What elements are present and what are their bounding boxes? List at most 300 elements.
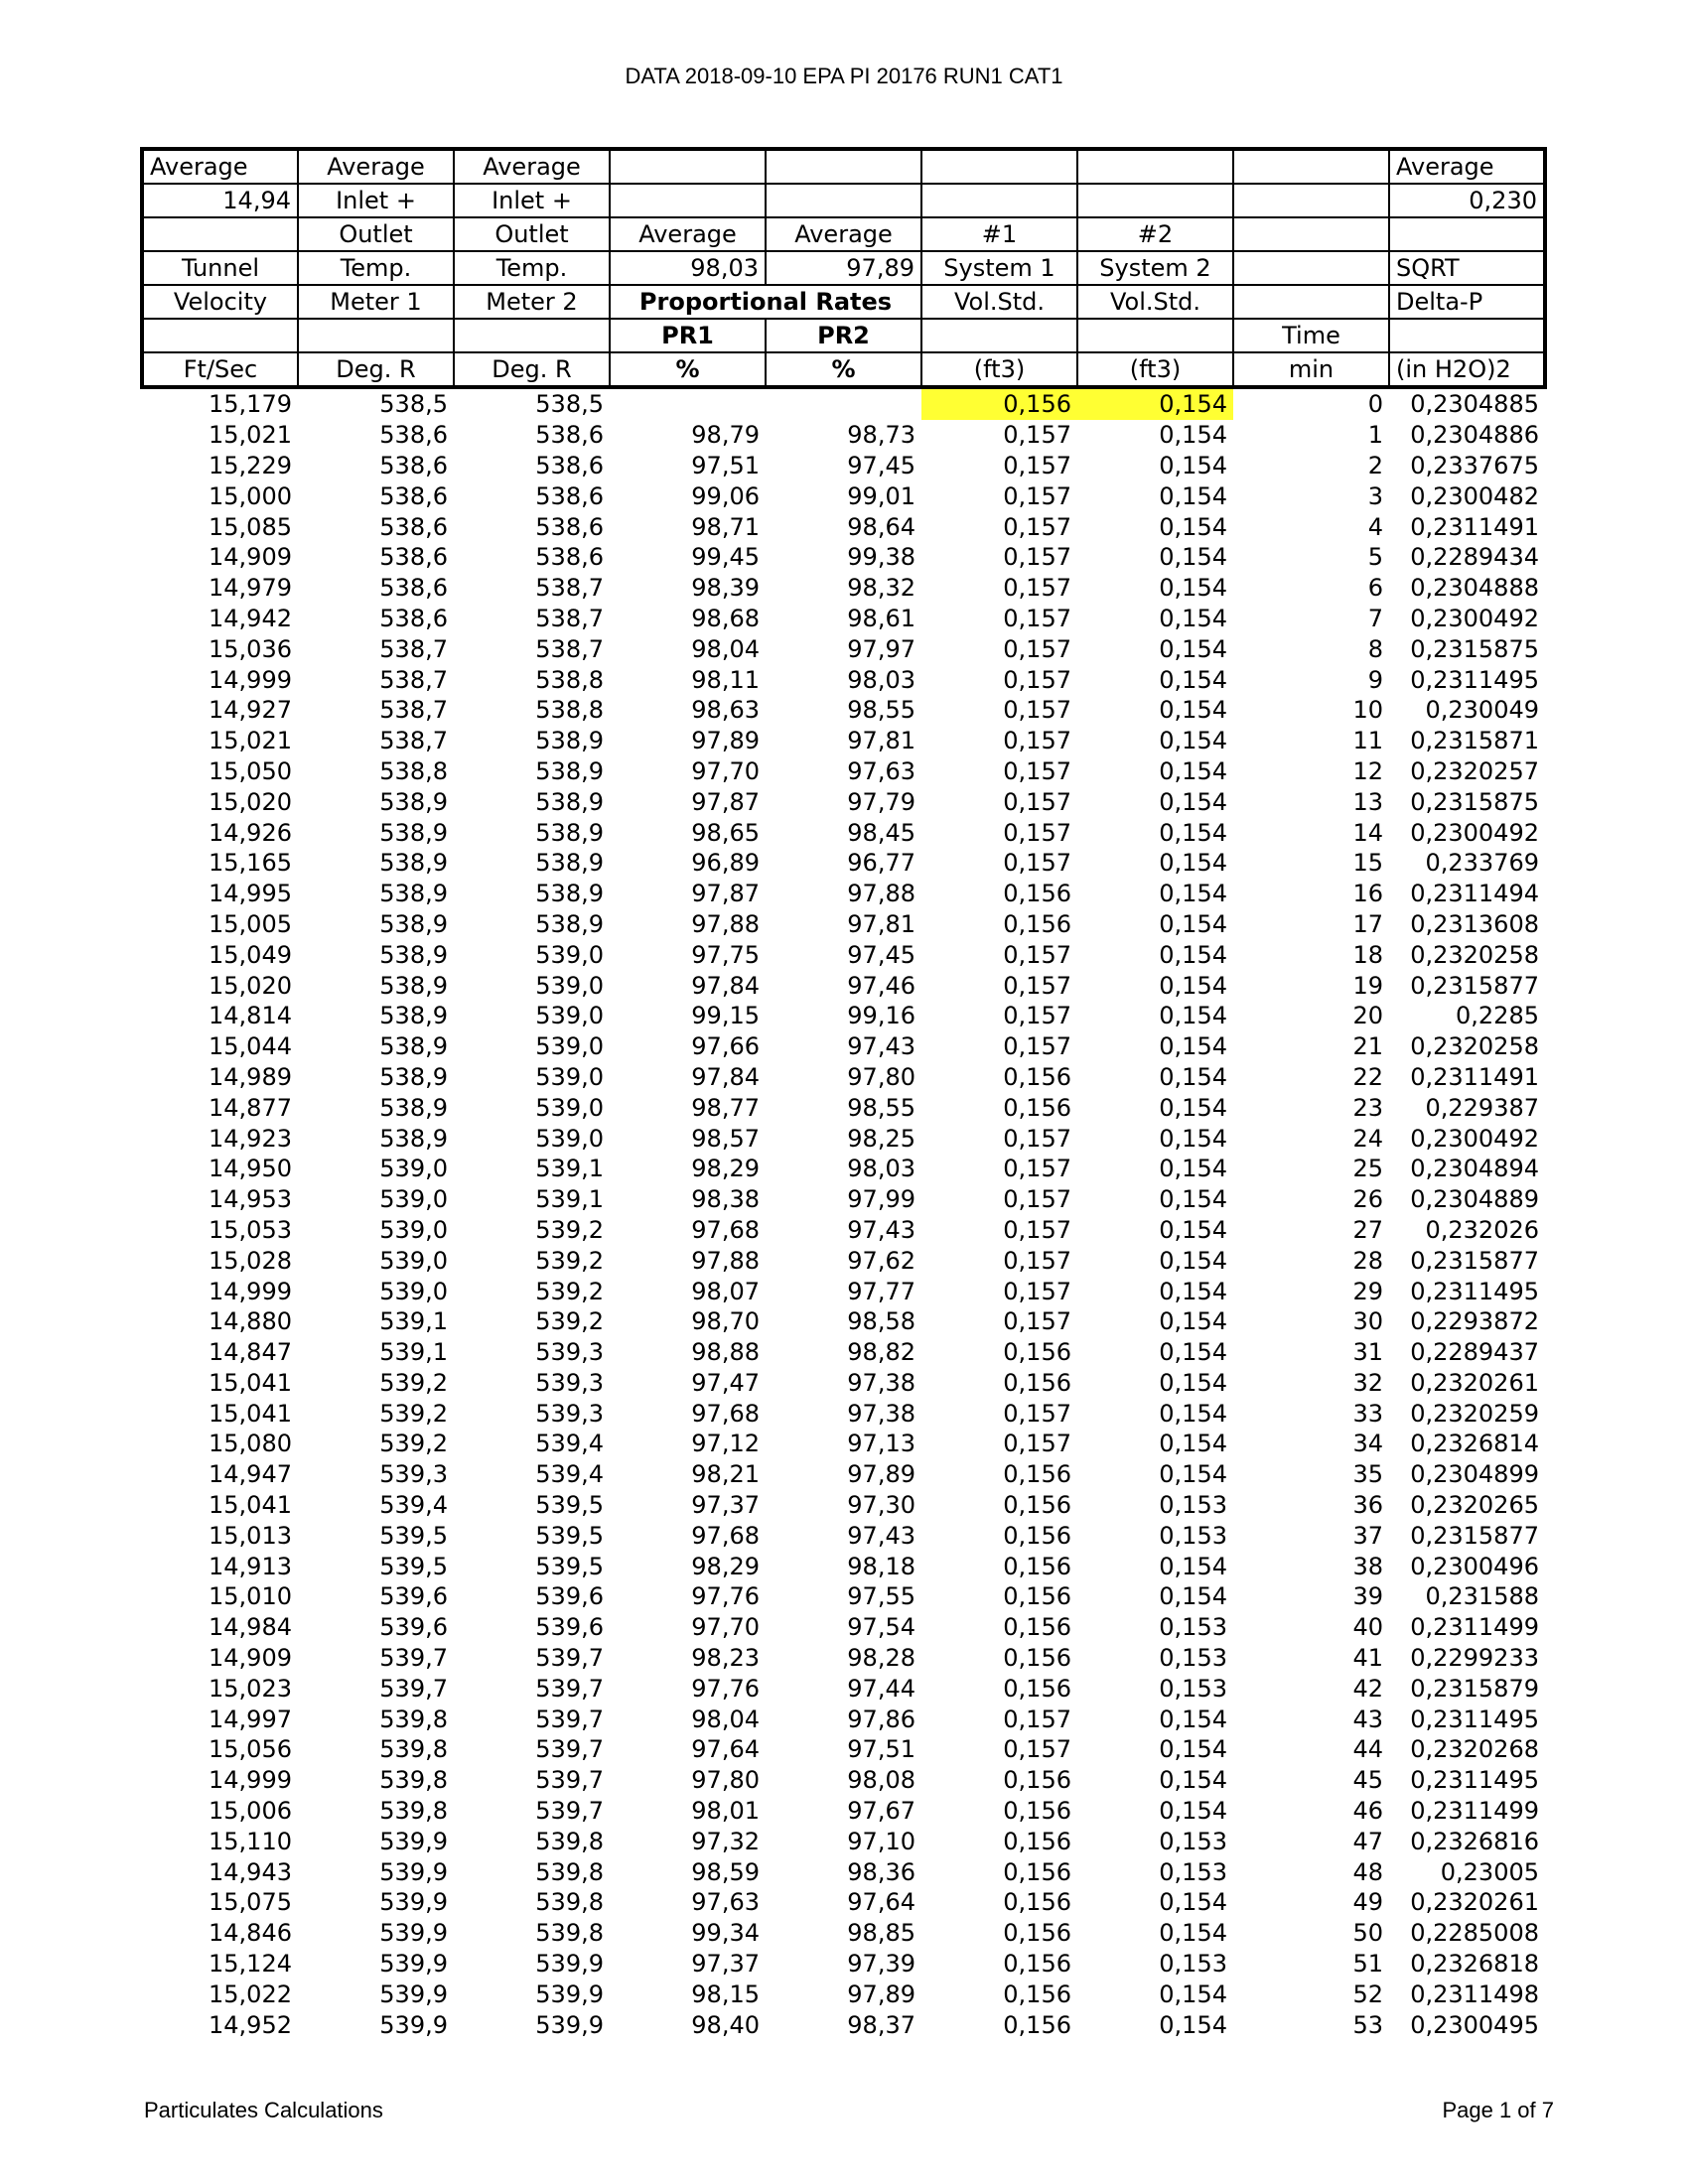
table-cell: 0,2313608 xyxy=(1410,909,1539,938)
table-cell: 539,5 xyxy=(535,1521,604,1550)
table-cell: 538,9 xyxy=(379,1062,448,1091)
table-cell: 538,8 xyxy=(535,665,604,694)
table-row xyxy=(142,1123,1545,1154)
table-cell: 538,9 xyxy=(379,909,448,938)
header-cell: System 2 xyxy=(1077,251,1233,285)
table-cell: 34 xyxy=(1352,1430,1383,1458)
header-row xyxy=(142,319,1545,352)
table-cell: 98,21 xyxy=(691,1460,760,1489)
table-row xyxy=(142,1704,1545,1734)
table-cell: 539,9 xyxy=(379,1888,448,1917)
table-cell: 0,2300492 xyxy=(1410,604,1539,632)
table-cell: 0,154 xyxy=(1159,421,1227,450)
table-cell: 0,2326818 xyxy=(1410,1950,1539,1979)
table-cell: 42 xyxy=(1352,1674,1383,1703)
table-row xyxy=(142,542,1545,573)
table-cell: 0,230049 xyxy=(1425,696,1539,725)
header-cell: Average xyxy=(1389,149,1545,184)
table-cell: 14,952 xyxy=(209,2010,292,2039)
table-cell: 0,153 xyxy=(1159,1491,1227,1520)
table-row xyxy=(142,1031,1545,1062)
table-row xyxy=(142,451,1545,481)
table-row xyxy=(142,664,1545,695)
header-cell: Inlet + xyxy=(454,184,610,217)
table-cell: 0,156 xyxy=(1003,1093,1071,1122)
table-cell: 0,2300492 xyxy=(1410,1124,1539,1153)
table-cell: 538,9 xyxy=(535,880,604,908)
header-cell: % xyxy=(610,352,766,387)
table-cell: 98,39 xyxy=(691,574,760,603)
header-cell: Delta-P xyxy=(1389,285,1545,319)
table-cell: 0,154 xyxy=(1159,1399,1227,1428)
table-cell: 0,157 xyxy=(1003,849,1071,878)
table-cell: 0,157 xyxy=(1003,634,1071,663)
table-cell: 15,020 xyxy=(209,971,292,1000)
table-cell: 22 xyxy=(1352,1062,1383,1091)
table-cell: 0,157 xyxy=(1003,818,1071,847)
table-row xyxy=(142,1337,1545,1368)
table-row xyxy=(142,604,1545,634)
table-cell: 0,154 xyxy=(1159,1307,1227,1336)
table-cell: 0,154 xyxy=(1159,1705,1227,1733)
table-cell: 539,0 xyxy=(535,1124,604,1153)
table-cell: 14,947 xyxy=(209,1460,292,1489)
table-cell: 48 xyxy=(1352,1857,1383,1886)
table-cell: 97,51 xyxy=(847,1735,915,1764)
header-cell xyxy=(1077,319,1233,352)
table-cell: 0,233769 xyxy=(1425,849,1539,878)
table-cell: 539,4 xyxy=(535,1460,604,1489)
table-cell: 97,37 xyxy=(691,1491,760,1520)
header-row xyxy=(142,352,1545,387)
table-cell: 0,154 xyxy=(1159,1979,1227,2008)
table-cell: 14,923 xyxy=(209,1124,292,1153)
header-cell xyxy=(610,184,766,217)
table-cell: 97,80 xyxy=(847,1062,915,1091)
table-cell: 539,0 xyxy=(535,1002,604,1030)
table-cell: 538,5 xyxy=(379,390,448,419)
table-cell: 98,88 xyxy=(691,1338,760,1367)
table-cell: 0,2300495 xyxy=(1410,2010,1539,2039)
table-cell: 14,927 xyxy=(209,696,292,725)
table-cell: 0,157 xyxy=(1003,1002,1071,1030)
table-cell: 0,156 xyxy=(1003,1888,1071,1917)
table-cell: 99,45 xyxy=(691,543,760,572)
table-cell: 97,46 xyxy=(847,971,915,1000)
table-cell: 539,2 xyxy=(535,1246,604,1275)
table-cell: 98,04 xyxy=(691,1705,760,1733)
table-cell: 0,2304889 xyxy=(1410,1185,1539,1214)
table-cell: 0,2315875 xyxy=(1410,787,1539,816)
table-cell: 0,157 xyxy=(1003,421,1071,450)
table-cell: 0,2320257 xyxy=(1410,756,1539,785)
table-cell: 15,085 xyxy=(209,512,292,541)
table-cell: 0,156 xyxy=(1003,1062,1071,1091)
table-cell: 9 xyxy=(1367,665,1383,694)
table-cell: 1 xyxy=(1367,421,1383,450)
table-cell: 97,81 xyxy=(847,727,915,755)
table-row xyxy=(142,695,1545,726)
table-cell: 0,156 xyxy=(1003,909,1071,938)
table-row xyxy=(142,511,1545,542)
table-cell: 14,999 xyxy=(209,665,292,694)
table-cell: 0,157 xyxy=(1003,451,1071,479)
table-cell: 15,053 xyxy=(209,1215,292,1244)
header-cell xyxy=(454,319,610,352)
table-cell: 539,8 xyxy=(379,1797,448,1826)
header-cell: 97,89 xyxy=(766,251,921,285)
table-cell: 539,8 xyxy=(535,1827,604,1855)
table-cell: 0,156 xyxy=(1003,1613,1071,1642)
table-cell: 40 xyxy=(1352,1613,1383,1642)
table-cell: 98,59 xyxy=(691,1857,760,1886)
table-cell: 97,10 xyxy=(847,1827,915,1855)
header-cell xyxy=(921,149,1077,184)
table-row xyxy=(142,387,1545,420)
header-cell xyxy=(921,319,1077,352)
table-cell: 0,154 xyxy=(1159,818,1227,847)
table-cell: 0,2300492 xyxy=(1410,818,1539,847)
table-cell: 0,2315875 xyxy=(1410,634,1539,663)
header-cell: (in H2O)2 xyxy=(1389,352,1545,387)
table-cell: 0,156 xyxy=(1003,1552,1071,1580)
table-cell: 96,89 xyxy=(691,849,760,878)
table-cell: 11 xyxy=(1352,727,1383,755)
table-cell: 0,154 xyxy=(1159,971,1227,1000)
table-cell: 15,028 xyxy=(209,1246,292,1275)
table-cell: 33 xyxy=(1352,1399,1383,1428)
table-row xyxy=(142,1612,1545,1643)
table-cell: 97,43 xyxy=(847,1032,915,1061)
table-cell: 0,154 xyxy=(1159,634,1227,663)
table-cell: 0,2320261 xyxy=(1410,1368,1539,1397)
table-cell: 98,36 xyxy=(847,1857,915,1886)
table-cell: 98,38 xyxy=(691,1185,760,1214)
table-cell: 98,23 xyxy=(691,1644,760,1673)
table-row xyxy=(142,726,1545,756)
table-cell: 539,0 xyxy=(379,1155,448,1183)
table-row xyxy=(142,1398,1545,1429)
table-cell: 14,880 xyxy=(209,1307,292,1336)
table-cell: 98,32 xyxy=(847,574,915,603)
table-cell: 0,157 xyxy=(1003,481,1071,510)
table-row xyxy=(142,1734,1545,1765)
table-cell: 26 xyxy=(1352,1185,1383,1214)
table-cell: 15,041 xyxy=(209,1368,292,1397)
table-cell: 98,82 xyxy=(847,1338,915,1367)
table-cell: 14,943 xyxy=(209,1857,292,1886)
header-cell xyxy=(142,217,298,251)
table-cell: 97,76 xyxy=(691,1674,760,1703)
table-cell: 0,153 xyxy=(1159,1827,1227,1855)
table-cell: 538,9 xyxy=(379,1093,448,1122)
table-cell: 14,909 xyxy=(209,543,292,572)
table-cell: 0,2285 xyxy=(1456,1002,1539,1030)
table-cell: 98,01 xyxy=(691,1797,760,1826)
table-cell: 15,013 xyxy=(209,1521,292,1550)
table-cell: 538,5 xyxy=(535,390,604,419)
table-cell: 97,89 xyxy=(847,1979,915,2008)
table-cell: 0 xyxy=(1367,390,1383,419)
table-cell: 30 xyxy=(1352,1307,1383,1336)
table-cell: 98,04 xyxy=(691,634,760,663)
table-cell: 539,9 xyxy=(535,1950,604,1979)
table-cell: 539,7 xyxy=(535,1644,604,1673)
table-row xyxy=(142,1429,1545,1459)
table-cell: 53 xyxy=(1352,2010,1383,2039)
header-cell xyxy=(298,319,454,352)
table-cell: 0,153 xyxy=(1159,1521,1227,1550)
table-cell: 539,0 xyxy=(535,1062,604,1091)
table-cell: 539,2 xyxy=(379,1399,448,1428)
table-cell: 0,157 xyxy=(1003,1246,1071,1275)
table-row xyxy=(142,1276,1545,1306)
table-cell: 98,08 xyxy=(847,1766,915,1795)
table-cell: 0,157 xyxy=(1003,940,1071,969)
header-cell: SQRT xyxy=(1389,251,1545,285)
table-cell: 539,1 xyxy=(535,1155,604,1183)
table-row xyxy=(142,1979,1545,2009)
header-cell xyxy=(1389,319,1545,352)
table-cell: 539,9 xyxy=(379,1857,448,1886)
table-cell: 14,847 xyxy=(209,1338,292,1367)
header-row xyxy=(142,285,1545,319)
table-cell: 538,7 xyxy=(535,574,604,603)
table-cell: 97,76 xyxy=(691,1582,760,1611)
table-cell: 539,0 xyxy=(535,940,604,969)
table-cell: 0,154 xyxy=(1159,574,1227,603)
table-row xyxy=(142,633,1545,664)
table-row xyxy=(142,879,1545,909)
table-cell: 539,9 xyxy=(379,1827,448,1855)
table-cell: 539,9 xyxy=(379,2010,448,2039)
table-cell: 14,950 xyxy=(209,1155,292,1183)
table-cell: 15,000 xyxy=(209,481,292,510)
table-cell: 97,97 xyxy=(847,634,915,663)
table-cell: 14,926 xyxy=(209,818,292,847)
table-cell: 0,2315877 xyxy=(1410,1521,1539,1550)
header-cell xyxy=(1077,149,1233,184)
table-cell: 0,2311499 xyxy=(1410,1613,1539,1642)
header-cell xyxy=(1233,285,1389,319)
table-cell: 14,913 xyxy=(209,1552,292,1580)
table-cell: 0,156 xyxy=(1003,880,1071,908)
table-cell: 15,044 xyxy=(209,1032,292,1061)
table-cell: 15,036 xyxy=(209,634,292,663)
table-cell: 539,6 xyxy=(535,1582,604,1611)
table-cell: 538,9 xyxy=(535,727,604,755)
table-cell: 0,2320258 xyxy=(1410,940,1539,969)
table-cell: 97,37 xyxy=(691,1950,760,1979)
table-cell: 0,157 xyxy=(1003,756,1071,785)
table-cell: 0,156 xyxy=(1003,1368,1071,1397)
header-row xyxy=(142,184,1545,217)
table-cell: 97,64 xyxy=(691,1735,760,1764)
table-cell: 0,2311491 xyxy=(1410,1062,1539,1091)
table-cell: 15,124 xyxy=(209,1950,292,1979)
table-cell: 0,2320268 xyxy=(1410,1735,1539,1764)
table-cell: 538,7 xyxy=(379,665,448,694)
table-cell: 98,15 xyxy=(691,1979,760,2008)
table-cell: 538,8 xyxy=(379,756,448,785)
table-row xyxy=(142,817,1545,848)
table-cell: 0,154 xyxy=(1159,756,1227,785)
table-cell: 15,050 xyxy=(209,756,292,785)
table-cell: 32 xyxy=(1352,1368,1383,1397)
header-cell: #1 xyxy=(921,217,1077,251)
table-cell: 539,3 xyxy=(535,1338,604,1367)
table-cell: 0,154 xyxy=(1159,481,1227,510)
table-cell: 50 xyxy=(1352,1919,1383,1948)
table-cell: 97,51 xyxy=(691,451,760,479)
table-cell: 0,157 xyxy=(1003,971,1071,1000)
table-cell: 0,154 xyxy=(1159,1582,1227,1611)
table-cell: 538,6 xyxy=(535,481,604,510)
table-cell: 539,7 xyxy=(535,1674,604,1703)
table-cell: 14,942 xyxy=(209,604,292,632)
table-cell: 28 xyxy=(1352,1246,1383,1275)
table-row xyxy=(142,480,1545,511)
table-cell: 0,156 xyxy=(1003,1827,1071,1855)
table-cell: 8 xyxy=(1367,634,1383,663)
table-cell: 14,814 xyxy=(209,1002,292,1030)
table-cell: 0,156 xyxy=(1003,1338,1071,1367)
table-cell: 14,846 xyxy=(209,1919,292,1948)
table-cell: 538,9 xyxy=(535,818,604,847)
table-row xyxy=(142,1092,1545,1123)
table-cell: 539,2 xyxy=(535,1215,604,1244)
table-cell: 15,041 xyxy=(209,1491,292,1520)
table-cell: 539,8 xyxy=(535,1857,604,1886)
table-cell: 538,6 xyxy=(535,543,604,572)
table-cell: 15,022 xyxy=(209,1979,292,2008)
table-cell: 97,64 xyxy=(847,1888,915,1917)
header-row xyxy=(142,149,1545,184)
table-cell: 98,79 xyxy=(691,421,760,450)
table-cell: 97,55 xyxy=(847,1582,915,1611)
data-table xyxy=(140,147,1547,2040)
table-cell: 97,38 xyxy=(847,1399,915,1428)
table-cell: 538,7 xyxy=(379,634,448,663)
table-cell: 538,9 xyxy=(535,787,604,816)
table-cell: 0,2315879 xyxy=(1410,1674,1539,1703)
header-cell xyxy=(1077,184,1233,217)
table-cell: 539,8 xyxy=(379,1766,448,1795)
table-cell: 15,021 xyxy=(209,727,292,755)
table-cell: 15,056 xyxy=(209,1735,292,1764)
table-cell: 29 xyxy=(1352,1277,1383,1305)
table-cell: 0,2311499 xyxy=(1410,1797,1539,1826)
table-cell: 539,8 xyxy=(535,1919,604,1948)
table-row xyxy=(142,1551,1545,1581)
header-cell: Temp. xyxy=(298,251,454,285)
table-cell: 15,041 xyxy=(209,1399,292,1428)
table-cell: 98,85 xyxy=(847,1919,915,1948)
table-cell: 97,87 xyxy=(691,880,760,908)
table-row xyxy=(142,1673,1545,1704)
table-cell: 0,157 xyxy=(1003,574,1071,603)
header-cell: Vol.Std. xyxy=(921,285,1077,319)
table-cell xyxy=(766,387,921,420)
table-cell: 538,9 xyxy=(379,1124,448,1153)
table-row xyxy=(142,786,1545,817)
table-cell: 98,29 xyxy=(691,1552,760,1580)
table-cell: 0,154 xyxy=(1159,1460,1227,1489)
table-cell: 14,995 xyxy=(209,880,292,908)
table-cell: 97,47 xyxy=(691,1368,760,1397)
header-cell: Velocity xyxy=(142,285,298,319)
table-cell: 99,01 xyxy=(847,481,915,510)
table-cell: 15,229 xyxy=(209,451,292,479)
table-cell: 0,229387 xyxy=(1425,1093,1539,1122)
table-cell: 0,2311495 xyxy=(1410,1766,1539,1795)
table-cell: 0,2315877 xyxy=(1410,1246,1539,1275)
table-cell: 38 xyxy=(1352,1552,1383,1580)
table-row xyxy=(142,1796,1545,1827)
table-row xyxy=(142,1306,1545,1337)
table-cell: 0,232026 xyxy=(1425,1215,1539,1244)
header-cell: Time xyxy=(1233,319,1389,352)
table-cell: 538,9 xyxy=(379,818,448,847)
table-cell: 538,8 xyxy=(535,696,604,725)
table-cell: 0,157 xyxy=(1003,1430,1071,1458)
table-cell: 538,6 xyxy=(379,481,448,510)
table-cell: 0,154 xyxy=(1159,1032,1227,1061)
table-cell: 0,2326816 xyxy=(1410,1827,1539,1855)
table-cell: 97,68 xyxy=(691,1399,760,1428)
table-cell: 0,154 xyxy=(1159,604,1227,632)
table-cell: 0,2304894 xyxy=(1410,1155,1539,1183)
table-cell: 538,9 xyxy=(379,849,448,878)
table-cell: 14,979 xyxy=(209,574,292,603)
table-cell: 0,2320258 xyxy=(1410,1032,1539,1061)
table-cell: 0,157 xyxy=(1003,1705,1071,1733)
header-cell xyxy=(766,149,921,184)
table-row xyxy=(142,1490,1545,1521)
table-cell: 0,154 xyxy=(1159,1277,1227,1305)
table-cell: 39 xyxy=(1352,1582,1383,1611)
table-row xyxy=(142,848,1545,879)
table-cell: 0,2300482 xyxy=(1410,481,1539,510)
table-cell: 539,2 xyxy=(379,1368,448,1397)
table-cell: 98,29 xyxy=(691,1155,760,1183)
table-cell: 539,7 xyxy=(535,1705,604,1733)
table-cell: 539,3 xyxy=(535,1399,604,1428)
table-cell: 0,156 xyxy=(1003,1582,1071,1611)
table-cell: 97,88 xyxy=(691,909,760,938)
table-cell: 97,70 xyxy=(691,1613,760,1642)
header-row xyxy=(142,217,1545,251)
table-cell: 97,63 xyxy=(847,756,915,785)
table-cell: 97,13 xyxy=(847,1430,915,1458)
table-cell: 98,55 xyxy=(847,696,915,725)
table-cell: 0,154 xyxy=(1159,451,1227,479)
table-header xyxy=(142,149,1545,387)
table-cell: 0,157 xyxy=(1003,543,1071,572)
header-cell: #2 xyxy=(1077,217,1233,251)
table-row xyxy=(142,1887,1545,1918)
table-row xyxy=(142,909,1545,940)
table-cell: 0,153 xyxy=(1159,1613,1227,1642)
table-cell: 538,6 xyxy=(379,421,448,450)
header-cell: Deg. R xyxy=(454,352,610,387)
table-row xyxy=(142,1368,1545,1399)
table-cell: 14,999 xyxy=(209,1277,292,1305)
table-row xyxy=(142,939,1545,970)
table-cell: 0,2320261 xyxy=(1410,1888,1539,1917)
header-cell xyxy=(921,184,1077,217)
header-cell: Outlet xyxy=(454,217,610,251)
